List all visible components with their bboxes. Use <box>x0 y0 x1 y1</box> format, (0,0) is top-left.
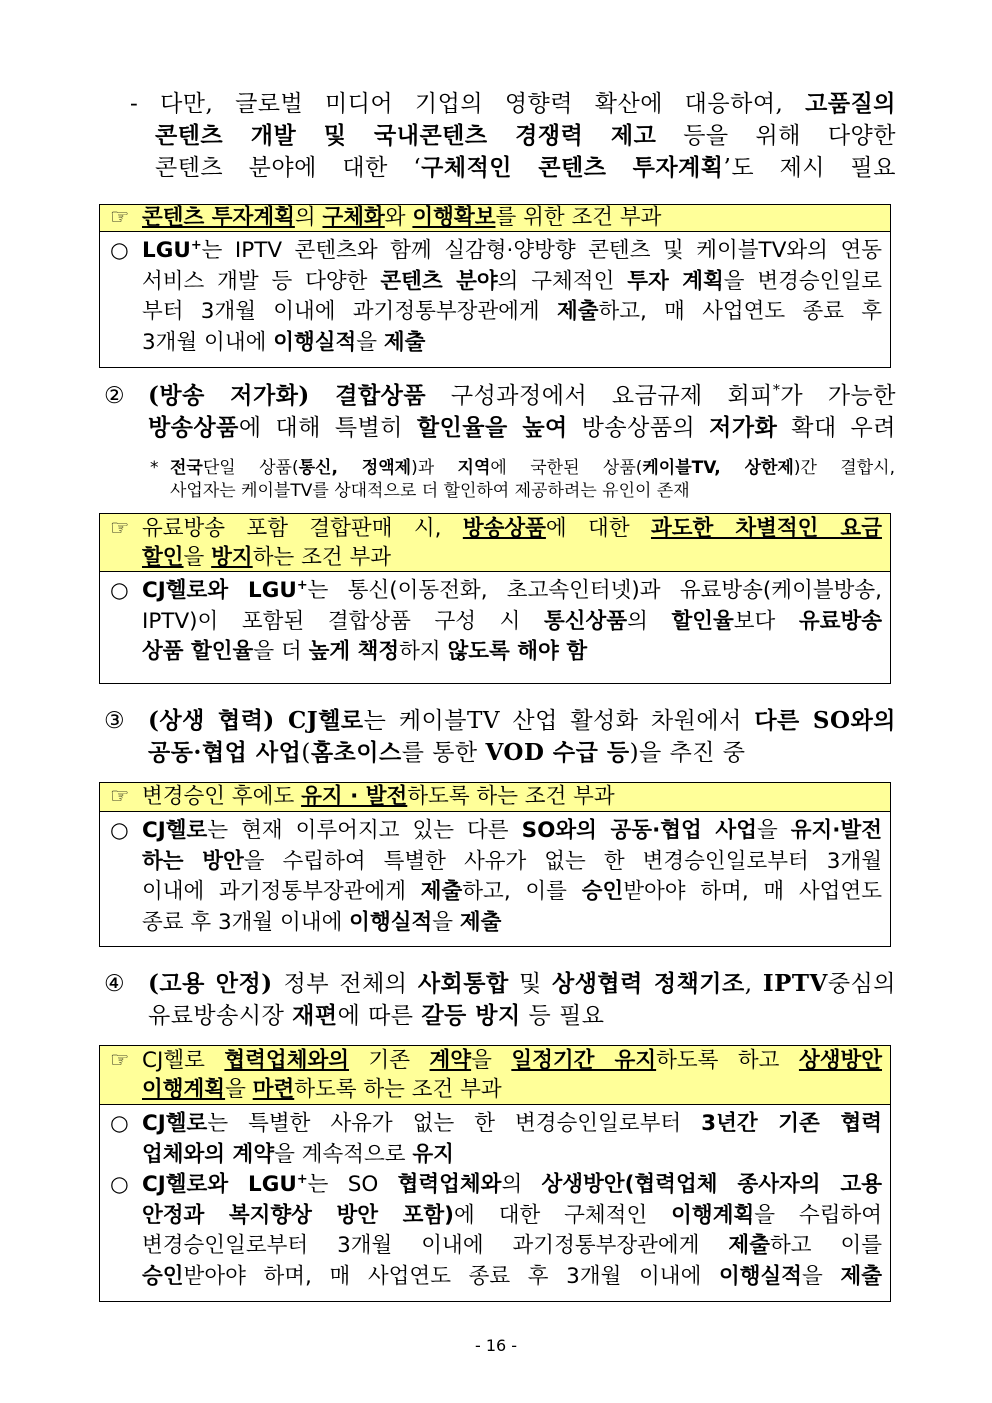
intro-line3a: 콘텐츠 분야에 대한 ‘ <box>155 155 422 181</box>
text-run: 을 <box>432 909 460 935</box>
condition-header-3 <box>99 782 891 812</box>
text-run: 서비스 개발 등 다양한 <box>142 268 381 294</box>
content-line <box>142 1172 882 1197</box>
content-line <box>110 877 882 908</box>
text-run: 전국 <box>170 458 203 478</box>
text-run: 의 구체적인 <box>497 268 628 294</box>
text-run: 방지 <box>211 545 253 570</box>
text-run: (고용 안정) <box>148 970 284 997</box>
text-run: 을 수립하여 특별한 사유가 없는 한 변경승인일로부터 3개월 <box>243 848 882 874</box>
text-run: 하고, 매 사업연도 종료 후 <box>598 299 882 324</box>
text-run: 는 케이블TV 산업 활성화 차원에서 <box>363 708 755 734</box>
text-run: 가 가능한 <box>780 383 896 409</box>
footnote <box>150 457 895 503</box>
content-line <box>110 637 882 668</box>
content-line <box>110 847 882 878</box>
text-run: 방송상품 <box>148 414 239 441</box>
text-run: 의 <box>627 608 672 634</box>
text-run: 에 따른 <box>337 1003 422 1029</box>
text-run: 이행실적 <box>718 1263 803 1289</box>
text-run: 케이블TV, 상한제 <box>642 458 794 478</box>
text-run: 상생방안 <box>798 1048 883 1073</box>
text-run: CJ헬로 <box>142 818 208 843</box>
text-run: 을 <box>802 1263 841 1289</box>
text-run: CJ헬로 <box>142 1111 208 1136</box>
text-run: 하고 이를 <box>769 1233 882 1258</box>
content-line <box>142 1111 882 1136</box>
text-run: 일정기간 유지 <box>511 1048 657 1073</box>
text-run: 구성과정에서 요금규제 회피 <box>426 383 773 409</box>
text-run: 유지 · 발전 <box>301 784 408 809</box>
text-run: 할인율을 높여 <box>416 414 568 441</box>
text-run: 공동·협업 사업 <box>148 739 302 766</box>
item-3 <box>104 705 896 769</box>
header-line1 <box>142 516 882 541</box>
text-run: CJ헬로 <box>288 707 364 734</box>
condition-header-4 <box>99 1045 891 1105</box>
text-run: 구체화 <box>322 205 385 230</box>
text-run: 의 <box>294 205 323 230</box>
item3-line2 <box>104 737 896 769</box>
text-run: 는 현재 이루어지고 있는 다른 <box>207 818 522 843</box>
text-run: 에 대한 <box>545 516 651 541</box>
text-run: 유료방송시장 <box>148 1003 293 1029</box>
text-run: 유지·발전 <box>790 818 882 843</box>
item-2 <box>104 380 896 444</box>
text-run: 는 IPTV 콘텐츠와 함께 실감형·양방향 콘텐츠 및 케이블TV와의 연동 <box>201 238 882 263</box>
content-line <box>110 297 882 328</box>
text-run: 결합상품 <box>335 382 427 409</box>
text-run: 유료방송 <box>798 608 882 634</box>
text-run: 상품 할인율 <box>142 639 254 664</box>
condition-content-1 <box>99 231 891 368</box>
note-line1 <box>170 458 895 478</box>
text-run: IPTV)이 포함된 결합상품 구성 시 <box>142 608 545 634</box>
text-run: , <box>744 971 763 997</box>
text-run: 는 통신(이동전화, 초고속인터넷)과 유료방송(케이블방송, <box>307 578 882 603</box>
text-run: 을 계속적으로 <box>274 1141 413 1167</box>
text-run: 제출 <box>840 1263 882 1289</box>
text-run: 하도록 하고 <box>656 1048 799 1073</box>
text-run: 을 <box>356 329 384 355</box>
text-run: 에 국한된 상품( <box>490 458 643 478</box>
note-line2: 사업자는 케이블TV를 상대적으로 더 할인하여 제공하려는 유인이 존재 <box>170 481 690 501</box>
text-run: 상생협력 정책기조 <box>552 970 745 997</box>
text-run: ( <box>301 740 311 766</box>
bullet: ○ <box>110 238 129 263</box>
bullet: ○ <box>110 578 129 603</box>
text-run: LGU <box>142 238 191 263</box>
text-run: 와 <box>384 205 413 230</box>
text-run: 하도록 하는 조건 부과 <box>294 1077 502 1102</box>
text-run: CJ헬로와 LGU <box>142 1172 297 1197</box>
text-run: 지역 <box>457 458 491 478</box>
text-run: )간 결합시, <box>793 458 895 478</box>
text-run: 투자 계획 <box>627 268 724 294</box>
text-run: 받아야 하며, 매 사업연도 종료 후 3개월 이내에 <box>183 1263 719 1289</box>
text-run: 이행계획 <box>142 1077 226 1102</box>
item4-line2 <box>104 1000 896 1032</box>
text-run: 하는 조건 부과 <box>252 545 391 570</box>
text-run: 제출 <box>420 879 463 904</box>
text-run: 하고, 이를 <box>462 879 582 904</box>
content-line <box>110 1201 882 1232</box>
text-run: 승인 <box>581 879 624 904</box>
text-run: (방송 저가화) <box>148 382 336 409</box>
text-run: 에 대해 특별히 <box>238 415 417 441</box>
text-run: 정부 전체의 <box>283 971 418 997</box>
content-line <box>110 1140 882 1171</box>
text-run: 및 <box>508 971 552 997</box>
content-line <box>142 818 882 843</box>
text-run: 에 대한 구체적인 <box>454 1202 672 1228</box>
intro-line2a: 콘텐츠 개발 및 국내콘텐츠 경쟁력 제고 <box>155 122 657 149</box>
text-run: 할인 <box>142 545 184 570</box>
text-run: IPTV <box>762 970 828 997</box>
text-run: (상생 협력) <box>148 707 288 734</box>
text-run: 하도록 하는 조건 부과 <box>407 784 615 809</box>
header-text <box>142 205 661 230</box>
intro-line2b: 등을 위해 다양한 <box>656 123 896 149</box>
pointing-hand-icon: ☞ <box>110 784 130 809</box>
text-run: 등 필요 <box>520 1003 605 1029</box>
text-run: 콘텐츠 분야 <box>380 268 498 294</box>
dash: - <box>130 91 139 117</box>
text-run: 갈등 방지 <box>421 1002 521 1029</box>
text-run: 업체와의 계약 <box>142 1141 275 1167</box>
text-run: 제출 <box>383 329 426 355</box>
text-run: 확대 우려 <box>777 415 896 441</box>
text-run: 을 <box>471 1048 512 1073</box>
text-run: 3개월 이내에 <box>142 329 274 355</box>
text-run: 저가화 <box>709 414 778 441</box>
text-run: 홈초이스 <box>310 739 402 766</box>
text-run: 협력업체와 <box>397 1172 502 1197</box>
text-run: 이내에 과기정통부장관에게 <box>142 879 421 904</box>
text-run: 제출 <box>728 1233 770 1258</box>
text-run: )을 추진 중 <box>629 740 746 766</box>
intro-line3b: 구체적인 콘텐츠 투자계획 <box>421 154 724 181</box>
text-run: 통신상품 <box>544 608 628 634</box>
text-run: 을 <box>183 545 212 570</box>
text-run: 계약 <box>429 1048 472 1073</box>
text-run: 하는 방안 <box>142 848 244 874</box>
circled-number-3: ③ <box>104 708 126 734</box>
text-run: 이행실적 <box>273 329 357 355</box>
text-run: 높게 책정 <box>308 639 400 664</box>
text-run: CJ헬로 <box>142 1048 225 1073</box>
text-run: 마련 <box>252 1077 295 1102</box>
content-line <box>110 267 882 298</box>
condition-content-3 <box>99 811 891 947</box>
header-line2 <box>110 543 882 572</box>
text-run: 상생방안(협력업체 종사자의 고용 <box>541 1172 882 1197</box>
text-run: * <box>772 382 781 399</box>
text-run: 을 <box>225 1077 253 1102</box>
text-run: 안정과 복지향상 방안 포함) <box>142 1202 454 1228</box>
text-run: 유료방송 포함 결합판매 시, <box>142 516 463 541</box>
content-line <box>110 908 882 939</box>
intro-paragraph <box>130 88 896 184</box>
item4-line1 <box>148 971 896 997</box>
intro-line1b: 고품질의 <box>805 90 897 117</box>
text-run: 재편 <box>292 1002 338 1029</box>
text-run: 부터 3개월 이내에 과기정통부장관에게 <box>142 299 557 324</box>
text-run: 단일 상품( <box>202 458 299 478</box>
content-line <box>110 607 882 638</box>
content-line <box>142 238 882 263</box>
text-run: 보다 <box>733 608 799 634</box>
circled-number-2: ② <box>104 383 126 409</box>
header-line1 <box>142 1048 882 1073</box>
text-run: 않도록 해야 함 <box>447 639 588 664</box>
text-run: 변경승인일로부터 3개월 이내에 과기정통부장관에게 <box>142 1233 729 1258</box>
text-run: 다른 SO와의 <box>754 707 897 734</box>
text-run: 협력업체와의 <box>224 1048 350 1073</box>
pointing-hand-icon: ☞ <box>110 1048 130 1073</box>
text-run: 이행실적 <box>349 909 433 935</box>
page-number: - 16 - <box>474 1336 518 1355</box>
text-run: VOD 수급 등 <box>485 739 630 766</box>
text-run: )과 <box>411 458 458 478</box>
text-run: 를 위한 조건 부과 <box>495 205 662 230</box>
text-run: 을 수립하여 <box>754 1202 882 1228</box>
text-run: 과도한 차별적인 요금 <box>650 516 882 541</box>
text-run: SO와의 공동·협업 사업 <box>521 818 757 843</box>
text-run: 중심의 <box>827 971 897 997</box>
condition-header-1 <box>99 204 891 232</box>
text-run: 종료 후 3개월 이내에 <box>142 909 350 935</box>
text-run: 제출 <box>459 909 502 935</box>
circled-number-4: ④ <box>104 971 126 997</box>
content-line <box>142 578 882 603</box>
header-line2 <box>110 1075 882 1104</box>
bullet: ○ <box>110 1172 129 1197</box>
content-line <box>110 1262 882 1293</box>
text-run: 이행확보 <box>412 205 496 230</box>
text-run: 하지 <box>399 639 448 664</box>
text-run: 을 변경승인일로 <box>723 268 883 294</box>
text-run: 제출 <box>556 299 599 324</box>
text-run: 방송상품의 <box>567 415 710 441</box>
condition-header-2 <box>99 513 891 572</box>
condition-content-2 <box>99 571 891 684</box>
item-4 <box>104 968 896 1032</box>
text-run: 기존 <box>349 1048 430 1073</box>
text-run: 는 특별한 사유가 없는 한 변경승인일로부터 <box>207 1111 702 1136</box>
item2-line1 <box>148 383 896 409</box>
intro-line3c: ’도 제시 필요 <box>723 155 896 181</box>
text-run: 받아야 하며, 매 사업연도 <box>623 879 882 904</box>
item3-line1 <box>148 708 896 734</box>
note-star: * <box>150 458 159 478</box>
bullet: ○ <box>110 1111 129 1136</box>
text-run: 이행계획 <box>671 1202 755 1228</box>
text-run: + <box>296 1171 308 1187</box>
text-run: 사회통합 <box>417 970 509 997</box>
text-run: 할인율 <box>671 608 734 634</box>
pointing-hand-icon: ☞ <box>110 205 130 230</box>
content-line <box>110 328 882 359</box>
text-run: + <box>296 577 308 593</box>
text-run: 3년간 기존 협력 <box>701 1111 883 1136</box>
text-run: 변경승인 후에도 <box>142 784 302 809</box>
condition-content-4 <box>99 1104 891 1302</box>
content-line <box>110 1231 882 1262</box>
pointing-hand-icon: ☞ <box>110 516 130 541</box>
text-run: 는 SO <box>307 1172 398 1197</box>
text-run: 방송상품 <box>462 516 546 541</box>
text-run: 를 통한 <box>401 740 486 766</box>
header-text <box>142 784 615 809</box>
text-run: CJ헬로와 LGU <box>142 578 297 603</box>
text-run: 의 <box>501 1172 542 1197</box>
text-run: 을 <box>756 818 791 843</box>
text-run: 을 더 <box>253 639 309 664</box>
text-run: 콘텐츠 투자계획 <box>142 205 295 230</box>
intro-line1a: 다만, 글로벌 미디어 기업의 영향력 확산에 대응하여, <box>160 91 806 117</box>
text-run: 유지 <box>412 1141 454 1167</box>
text-run: 승인 <box>142 1263 184 1289</box>
item2-line2 <box>104 412 896 444</box>
text-run: + <box>190 237 202 253</box>
text-run: 통신, 정액제 <box>298 458 412 478</box>
bullet: ○ <box>110 818 129 843</box>
